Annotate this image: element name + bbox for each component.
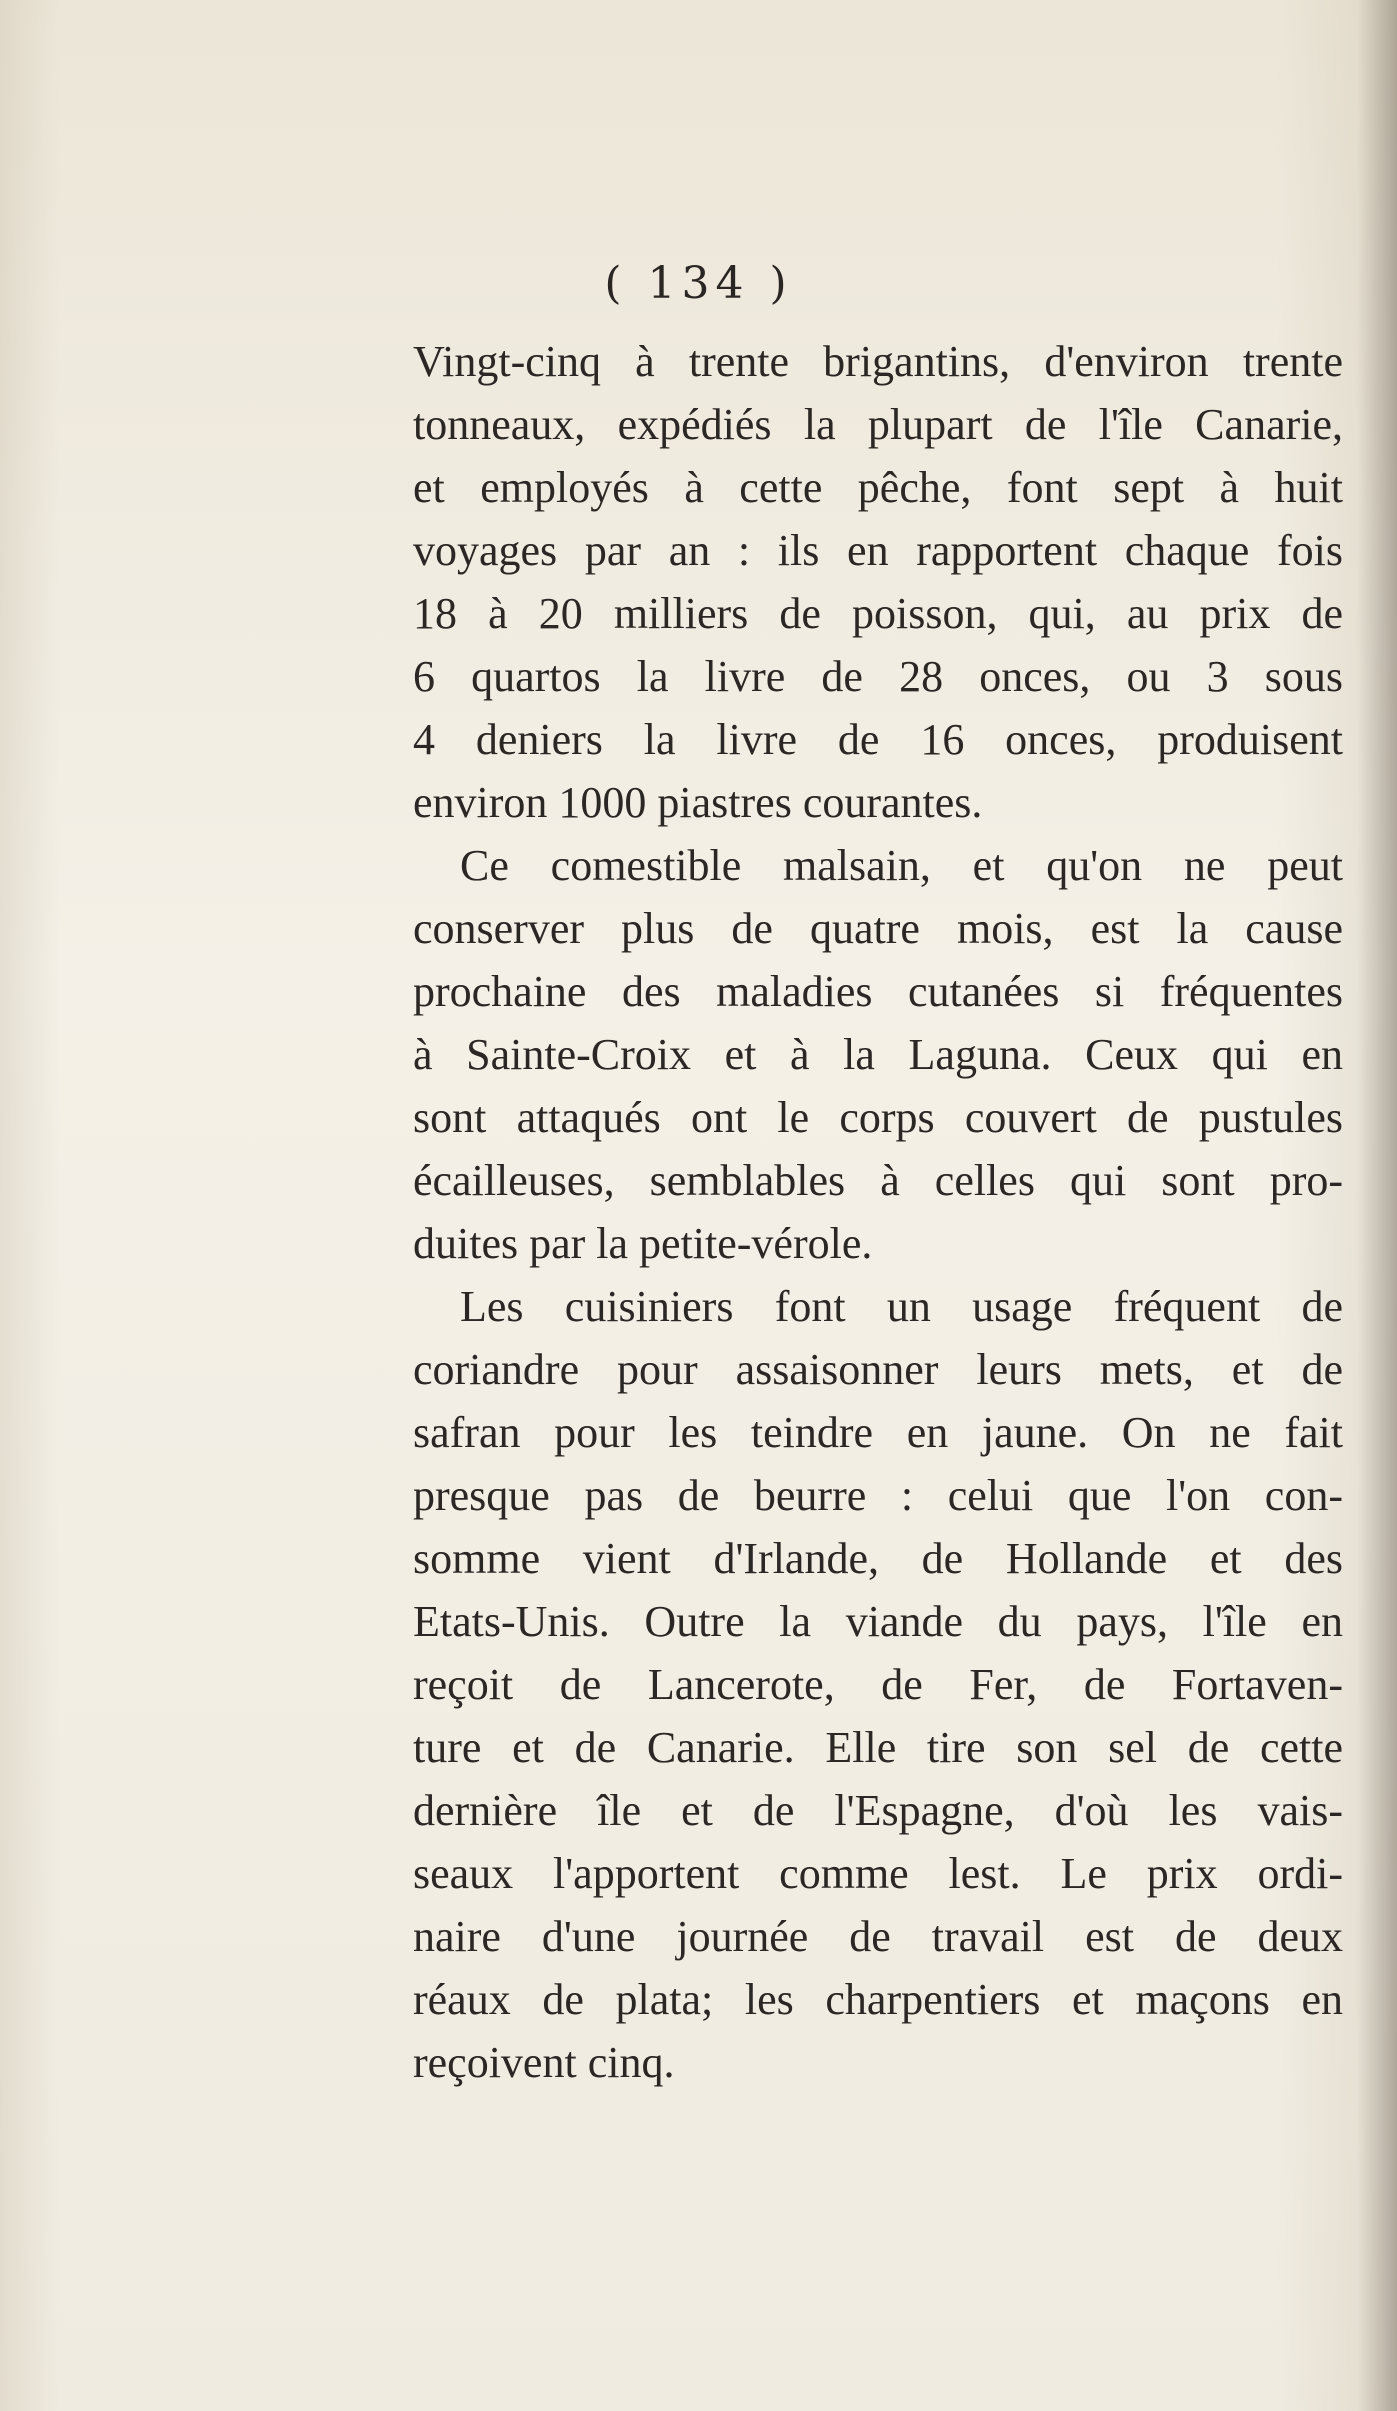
text-line: conserver plus de quatre mois, est la cause bbox=[413, 904, 1343, 953]
body-text bbox=[413, 330, 1343, 2094]
text-line: duites par la petite-vérole. bbox=[413, 1219, 873, 1268]
text-line: à Sainte-Croix et à la Laguna. Ceux qui en bbox=[413, 1030, 1343, 1079]
text-line: seaux l'apportent comme lest. Le prix ordi- bbox=[413, 1849, 1343, 1898]
text-line: coriandre pour assaisonner leurs mets, et de bbox=[413, 1345, 1343, 1394]
text-line: 6 quartos la livre de 28 onces, ou 3 sous bbox=[413, 652, 1343, 701]
text-line: réaux de plata; les charpentiers et maçons en bbox=[413, 1975, 1343, 2024]
text-line: tonneaux, expédiés la plupart de l'île Canarie, bbox=[413, 400, 1343, 449]
text-line: safran pour les teindre en jaune. On ne fait bbox=[413, 1408, 1343, 1457]
text-line: reçoit de Lancerote, de Fer, de Fortaven- bbox=[413, 1660, 1343, 1709]
text-line: naire d'une journée de travail est de deux bbox=[413, 1912, 1343, 1961]
text-line: environ 1000 piastres courantes. bbox=[413, 778, 983, 827]
text-line: reçoivent cinq. bbox=[413, 2038, 675, 2087]
text-line: 18 à 20 milliers de poisson, qui, au prix de bbox=[413, 589, 1343, 638]
text-line: somme vient d'Irlande, de Hollande et des bbox=[413, 1534, 1343, 1583]
text-line: Etats-Unis. Outre la viande du pays, l'île en bbox=[413, 1597, 1343, 1646]
text-line: voyages par an : ils en rapportent chaque fois bbox=[413, 526, 1343, 575]
text-line: dernière île et de l'Espagne, d'où les vais- bbox=[413, 1786, 1343, 1835]
text-line: écailleuses, semblables à celles qui sont pro- bbox=[413, 1156, 1343, 1205]
text-line: ture et de Canarie. Elle tire son sel de cette bbox=[413, 1723, 1343, 1772]
text-line: Ce comestible malsain, et qu'on ne peut bbox=[460, 841, 1343, 890]
page-number: ( 134 ) bbox=[604, 258, 793, 309]
text-line: prochaine des maladies cutanées si fréquentes bbox=[413, 967, 1343, 1016]
text-line: sont attaqués ont le corps couvert de pustules bbox=[413, 1093, 1343, 1142]
text-line: 4 deniers la livre de 16 onces, produisent bbox=[413, 715, 1343, 764]
text-line: Vingt-cinq à trente brigantins, d'environ trente bbox=[413, 337, 1343, 386]
text-line: Les cuisiniers font un usage fréquent de bbox=[460, 1282, 1343, 1331]
text-line: presque pas de beurre : celui que l'on con- bbox=[413, 1471, 1343, 1520]
text-line: et employés à cette pêche, font sept à huit bbox=[413, 463, 1343, 512]
